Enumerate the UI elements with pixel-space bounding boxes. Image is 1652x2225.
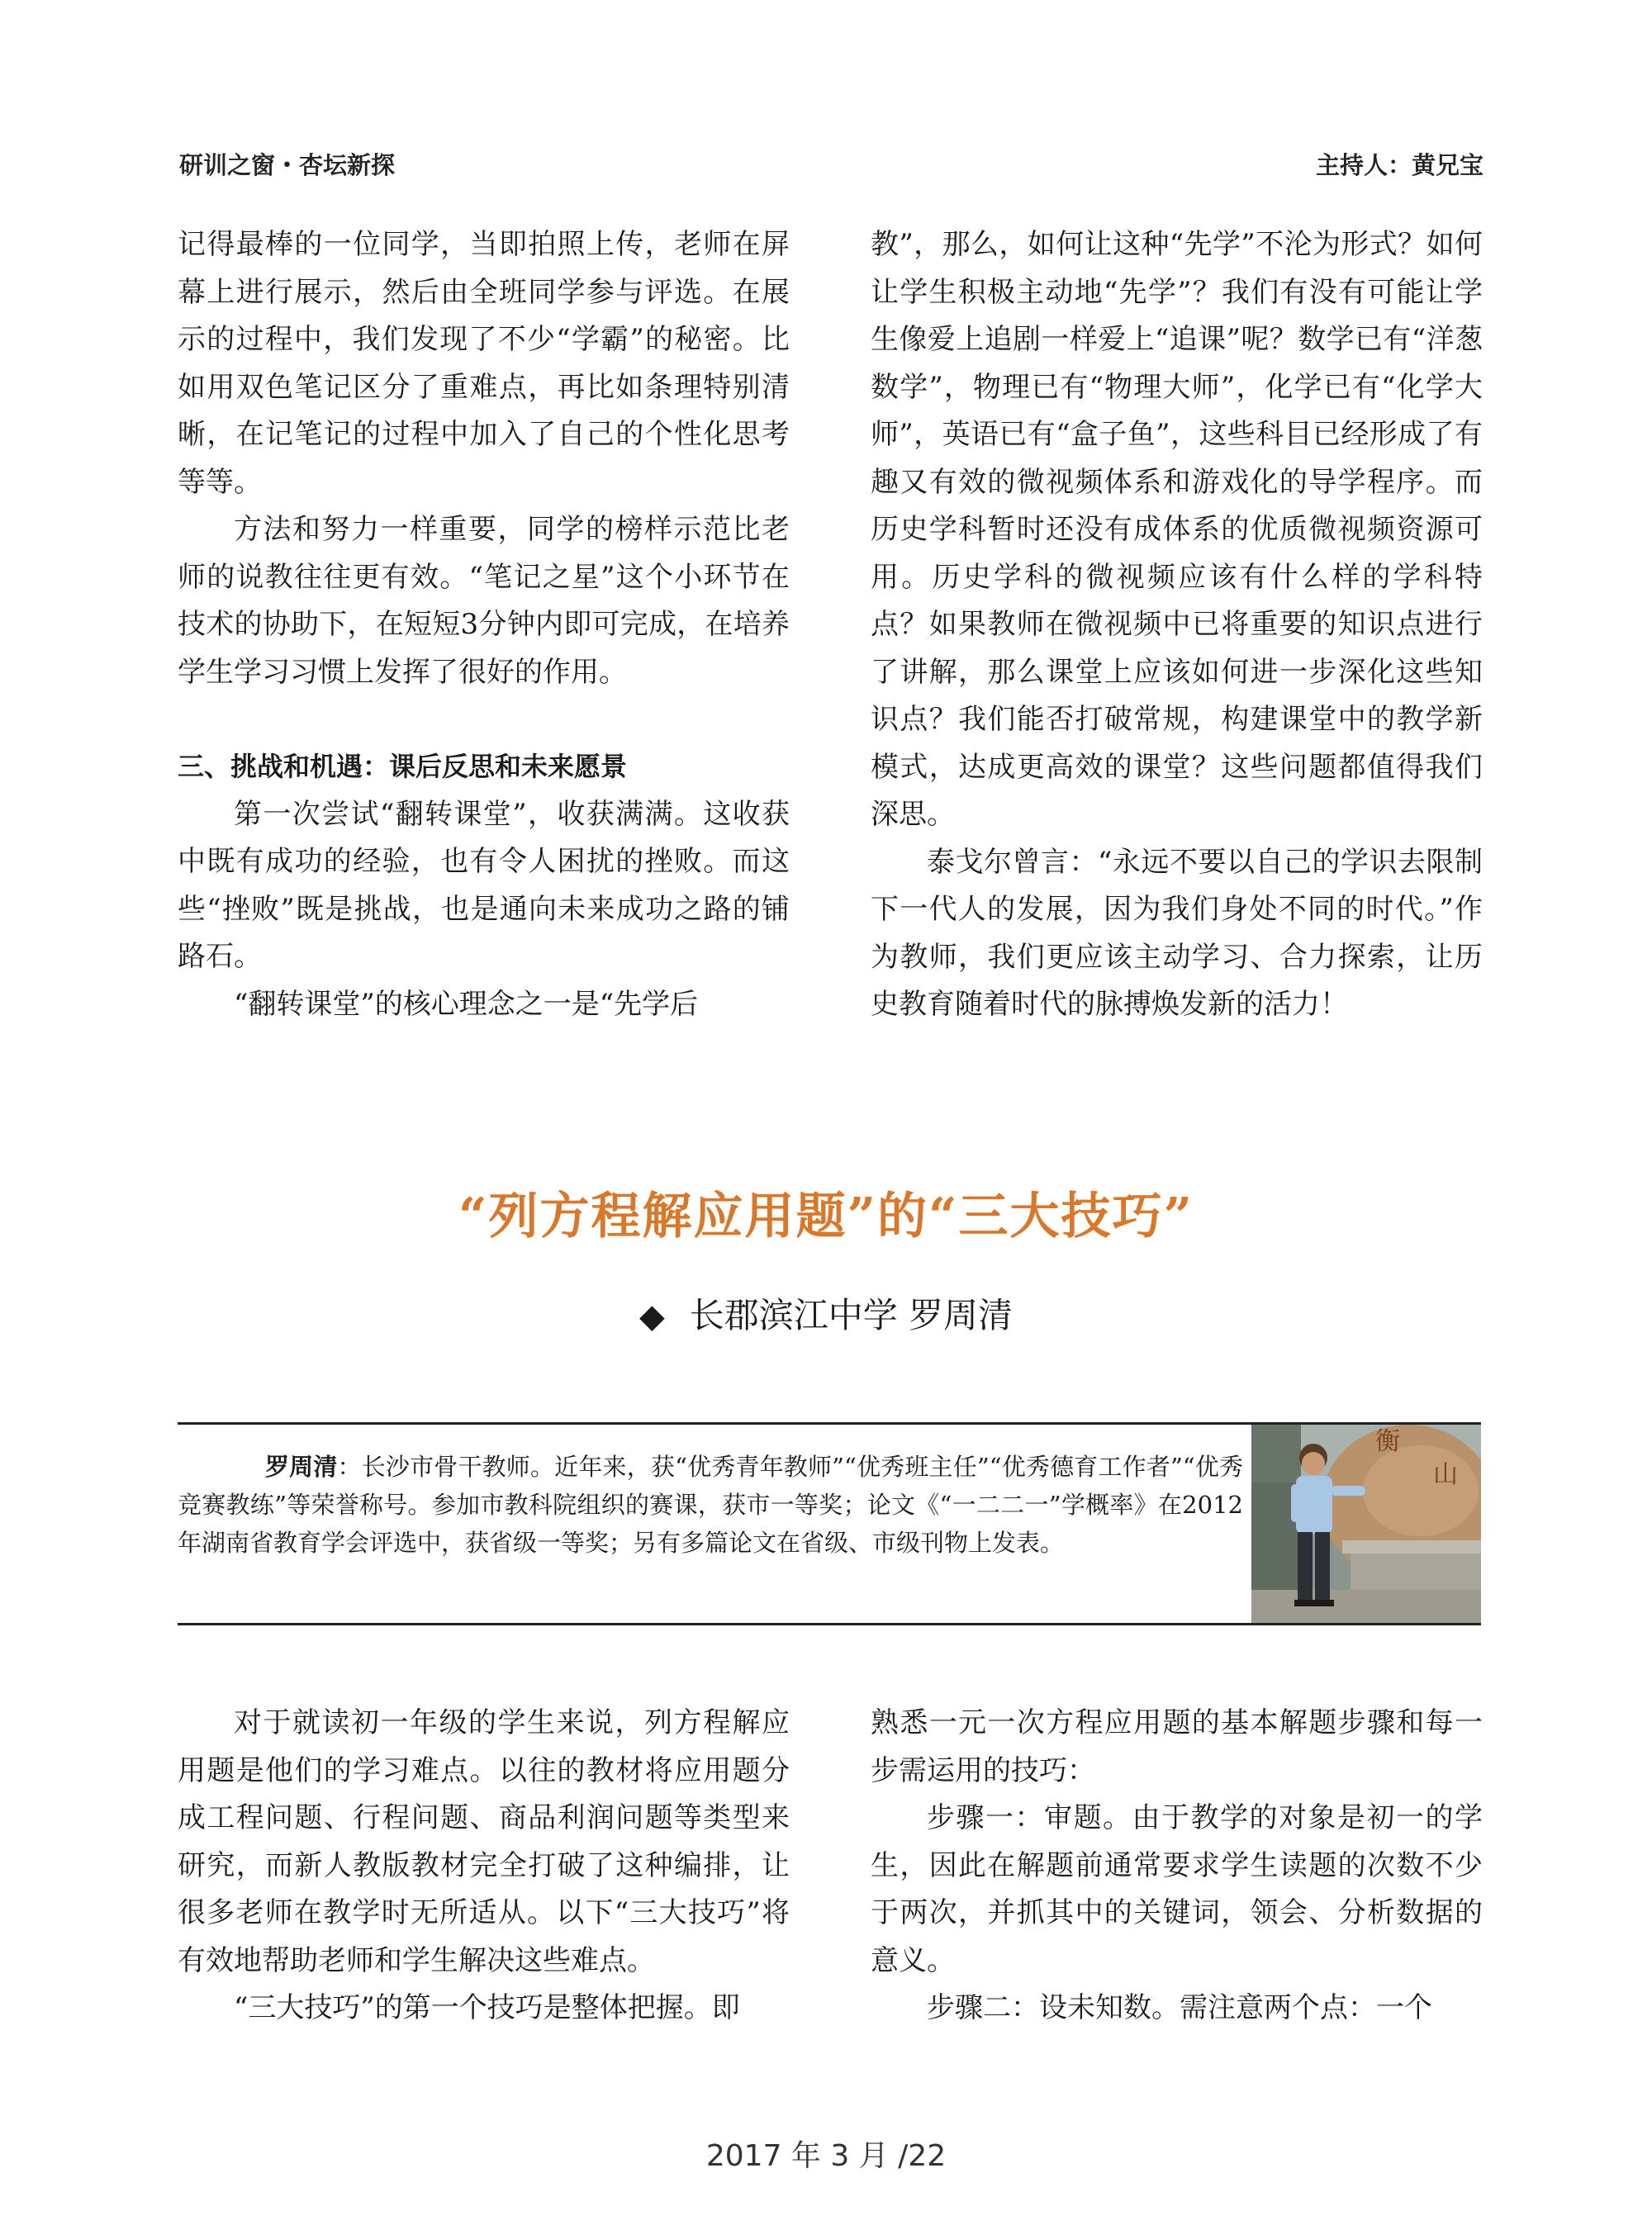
paragraph: 对于就读初一年级的学生来说，列方程解应用题是他们的学习难点。以往的教材将应用题分成工程问题、行程问题、商品利润问题等类型来研究，而新人教版教材完全打破了这种编排，让很多老师在教学时无所适从。以下“三大技巧”将有效地帮助老师和学生解决这些难点。 bbox=[178, 1706, 790, 1977]
author-bio-body: ：长沙市骨干教师。近年来，获“优秀青年教师”“优秀班主任”“优秀德育工作者”“优秀竞赛教练”等荣誉称号。参加市教科院组织的赛课，获市一等奖；论文《“一二二一”学概率》在2012年湖南省教育学会评选中，获省级一等奖；另有多篇论文在省级、市级刊物上发表。 bbox=[178, 1453, 1243, 1557]
author-bio-text bbox=[178, 1448, 1243, 1562]
running-header-host: 主持人：黄兄宝 bbox=[1315, 151, 1483, 179]
author-name: 罗周清 bbox=[265, 1453, 338, 1481]
author-bio-box bbox=[178, 1422, 1481, 1625]
paragraph: 记得最棒的一位同学，当即拍照上传，老师在屏幕上进行展示，然后由全班同学参与评选。在展示的过程中，我们发现了不少“学霸”的秘密。比如用双色笔记区分了重难点，再比如条理特别清晰，在记笔记的过程中加入了自己的个性化思考等等。 bbox=[178, 228, 790, 499]
paragraph: 熟悉一元一次方程应用题的基本解题步骤和每一步需运用的技巧： bbox=[871, 1706, 1483, 1787]
paragraph: 第一次尝试“翻转课堂”，收获满满。这收获中既有成功的经验，也有令人困扰的挫败。而这些“挫败”既是挑战，也是通向未来成功之路的铺路石。 bbox=[178, 797, 790, 973]
svg-text:衡: 衡 bbox=[1375, 1427, 1400, 1456]
paragraph: 方法和努力一样重要，同学的榜样示范比老师的说教往往更有效。“笔记之星”这个小环节在技术的协助下，在短短3分钟内即可完成，在培养学生学习习惯上发挥了很好的作用。 bbox=[178, 513, 790, 689]
section1-right-column bbox=[871, 221, 1483, 1029]
diamond-icon: ◆ bbox=[638, 1298, 665, 1335]
paragraph: 步骤二：设未知数。需注意两个点：一个 bbox=[927, 1991, 1432, 2024]
running-header-section: 研训之窗・杏坛新探 bbox=[179, 151, 396, 179]
page-footer: 2017 年 3 月 /22 bbox=[705, 2139, 947, 2173]
paragraph: 教”，那么，如何让这种“先学”不沦为形式？如何让学生积极主动地“先学”？我们有没有可能让学生像爱上追剧一样爱上“追课”呢？数学已有“洋葱数学”，物理已有“物理大师”，化学已有“化学大师”，英语已有“盒子鱼”，这些科目已经形成了有趣又有效的微视频体系和游戏化的导学程序。而历史学科暂时还没有成体系的优质微视频资源可用。历史学科的微视频应该有什么样的学科特点？如果教师在微视频中已将重要的知识点进行了讲解，那么课堂上应该如何进一步深化这些知识点？我们能否打破常规，构建课堂中的教学新模式，达成更高效的课堂？这些问题都值得我们深思。 bbox=[871, 228, 1483, 831]
article-title: “列方程解应用题”的“三大技巧” bbox=[458, 1188, 1194, 1245]
paragraph: “翻转课堂”的核心理念之一是“先学后 bbox=[234, 987, 699, 1021]
section2-right-column bbox=[871, 1700, 1483, 2033]
section-heading: 三、挑战和机遇：课后反思和未来愿景 bbox=[178, 751, 628, 782]
section2-left-column bbox=[178, 1700, 790, 2033]
paragraph: 步骤一：审题。由于教学的对象是初一的学生，因此在解题前通常要求学生读题的次数不少于两次，并抓其中的关键词，领会、分析数据的意义。 bbox=[871, 1801, 1483, 1977]
section1-left-column bbox=[178, 221, 790, 1028]
svg-text:山: 山 bbox=[1433, 1460, 1458, 1489]
author-photo bbox=[1251, 1425, 1481, 1623]
author-line: 长郡滨江中学 罗周清 bbox=[689, 1295, 1014, 1335]
paragraph: 泰戈尔曾言：“永远不要以自己的学识去限制下一代人的发展，因为我们身处不同的时代。”作为教师，我们更应该主动学习、合力探索，让历史教育随着时代的脉搏焕发新的活力！ bbox=[871, 845, 1483, 1021]
paragraph: “三大技巧”的第一个技巧是整体把握。即 bbox=[234, 1991, 740, 2024]
article-byline bbox=[0, 1288, 1652, 1338]
